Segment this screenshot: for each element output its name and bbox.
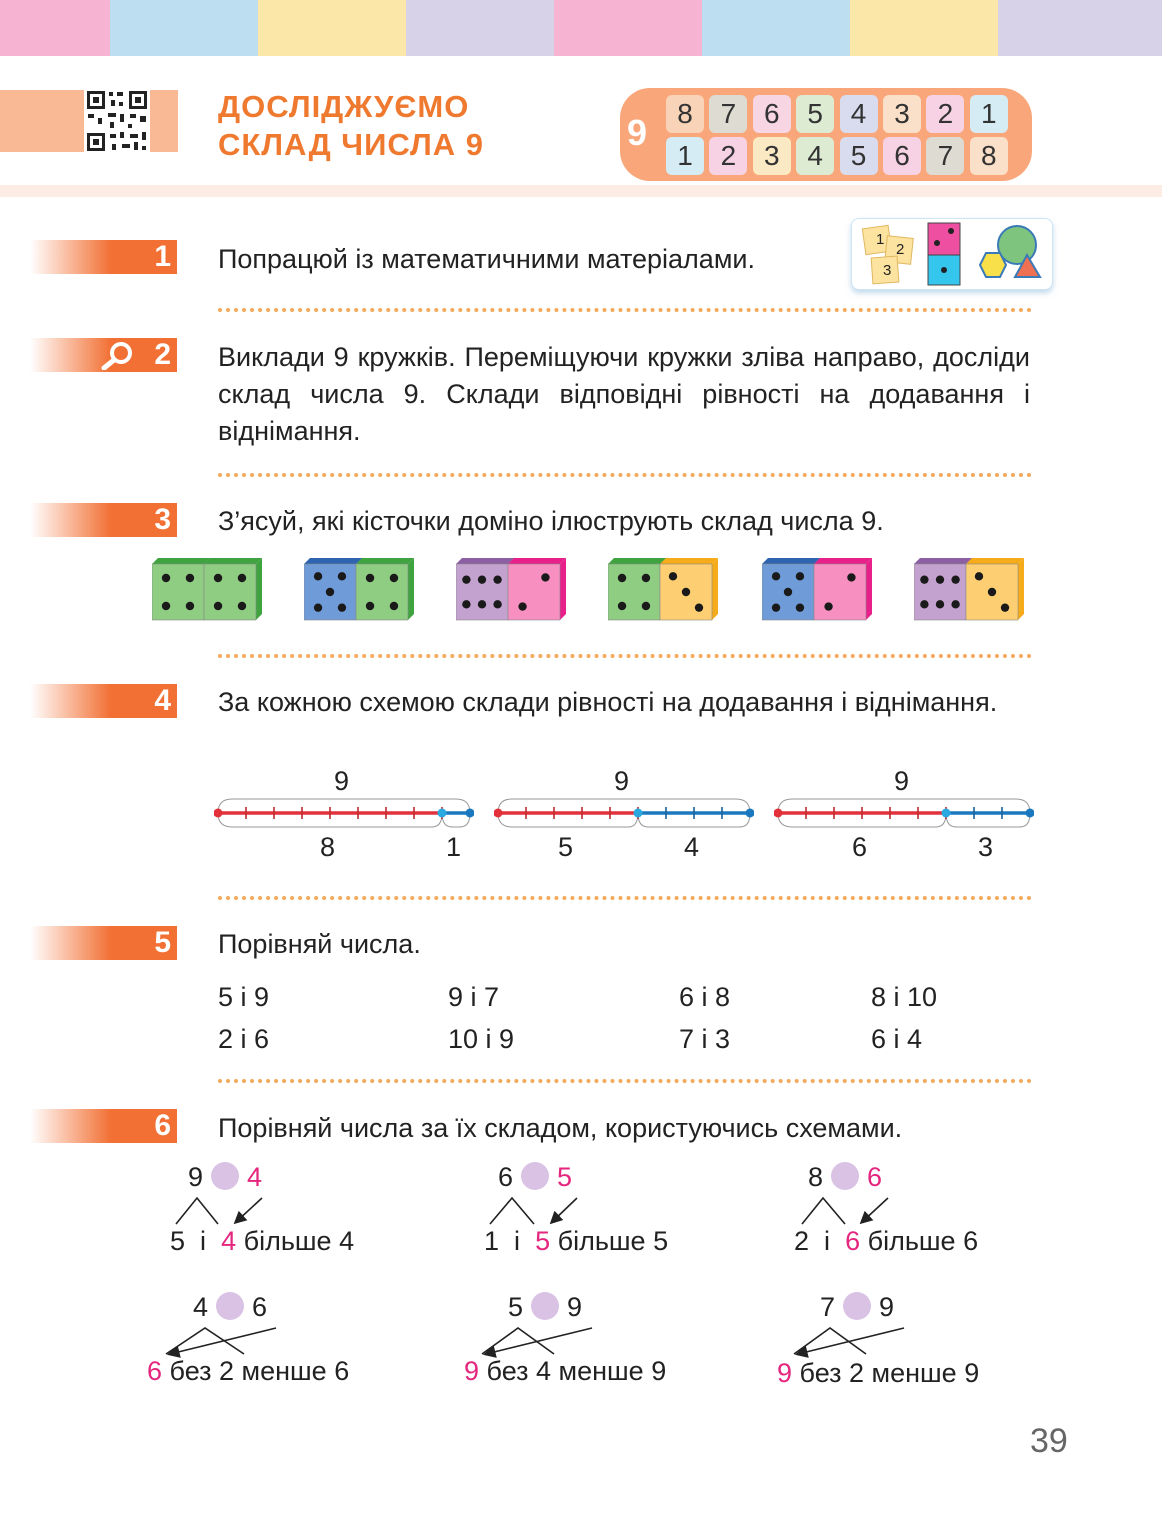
- top-stripe: [850, 0, 998, 56]
- top-stripe: [258, 0, 406, 56]
- scheme-x: 1: [484, 1226, 500, 1256]
- task-number: 4: [154, 684, 171, 717]
- scheme-result: більше 5: [557, 1226, 669, 1256]
- compare-scheme-bottom: [777, 1358, 979, 1389]
- task-number-tag: [30, 240, 177, 274]
- number-cards: [868, 226, 908, 286]
- number-line-total: 9: [334, 766, 350, 796]
- scheme-result: без 2 менше 9: [799, 1358, 980, 1388]
- scheme-and: і: [514, 1226, 521, 1256]
- task-number-tag: [30, 684, 177, 718]
- scheme-x: 6: [147, 1356, 163, 1386]
- task-6-text: Порівняй числа за їх складом, користуючись схемами.: [218, 1113, 903, 1143]
- scheme-and: і: [824, 1226, 831, 1256]
- domino-die[interactable]: [608, 558, 726, 622]
- compare-circle[interactable]: [216, 1292, 244, 1320]
- page-number: 39: [1030, 1422, 1068, 1460]
- compare-pair: 10 і 9: [448, 1024, 515, 1054]
- compare-scheme-top: [498, 1162, 572, 1193]
- compare-scheme-bottom: [464, 1356, 666, 1387]
- compare-circle[interactable]: [521, 1162, 549, 1190]
- number-line: [774, 795, 1034, 855]
- domino-die[interactable]: [914, 558, 1032, 622]
- scheme-b: 6: [252, 1292, 268, 1322]
- composition-cell: 1: [970, 95, 1008, 133]
- task-3-text: З’ясуй, які кісточки доміно ілюструють склад числа 9.: [218, 506, 884, 536]
- scheme-a: 9: [188, 1162, 204, 1192]
- task-4-text: За кожною схемою склади рівності на додавання і віднімання.: [218, 687, 998, 717]
- scheme-a: 5: [508, 1292, 524, 1322]
- compare-pair: 7 і 3: [679, 1024, 731, 1054]
- dotted-divider: [218, 308, 1032, 312]
- top-stripe: [998, 0, 1162, 56]
- composition-cell: 2: [709, 137, 747, 175]
- compare-circle[interactable]: [831, 1162, 859, 1190]
- compare-circle[interactable]: [211, 1162, 239, 1190]
- dotted-divider: [218, 1079, 1032, 1083]
- task-number: 1: [154, 240, 171, 273]
- scheme-a: 6: [498, 1162, 514, 1192]
- compare-scheme-bottom: [170, 1226, 354, 1257]
- top-stripe: [702, 0, 850, 56]
- number-line: [214, 795, 474, 855]
- domino-die[interactable]: [304, 558, 422, 622]
- compare-pair: 2 і 6: [218, 1024, 270, 1054]
- composition-cell: 3: [883, 95, 921, 133]
- scheme-x: 5: [170, 1226, 186, 1256]
- compare-scheme-bottom: [794, 1226, 978, 1257]
- task-number: 5: [154, 926, 171, 959]
- task-number: 2: [154, 338, 171, 371]
- compare-scheme-top: [820, 1292, 894, 1323]
- scheme-a: 4: [193, 1292, 209, 1322]
- task-number-tag: [30, 926, 177, 960]
- composition-cell: 8: [970, 137, 1008, 175]
- top-stripe: [406, 0, 554, 56]
- top-stripe: [110, 0, 258, 56]
- compare-scheme-top: [188, 1162, 262, 1193]
- dotted-divider: [218, 896, 1032, 900]
- dotted-divider: [218, 654, 1032, 658]
- number-line-part-b: 4: [684, 832, 700, 862]
- scheme-result: без 2 менше 6: [169, 1356, 350, 1386]
- number-line-total: 9: [894, 766, 910, 796]
- top-stripe: [554, 0, 702, 56]
- composition-cell: 1: [666, 137, 704, 175]
- title-line: СКЛАД ЧИСЛА 9: [218, 127, 484, 162]
- domino-die[interactable]: [152, 558, 270, 622]
- task-number: 3: [154, 503, 171, 536]
- header-band: [0, 185, 1162, 197]
- compare-scheme-top: [808, 1162, 882, 1193]
- compare-pair: 9 і 7: [448, 982, 500, 1012]
- composition-cell: 3: [753, 137, 791, 175]
- title-line: ДОСЛІДЖУЄМО: [218, 89, 470, 124]
- task-number-tag: [30, 338, 177, 372]
- scheme-and: і: [200, 1226, 207, 1256]
- scheme-x: 9: [464, 1356, 480, 1386]
- scheme-result: більше 6: [867, 1226, 979, 1256]
- composition-cell: 4: [796, 137, 834, 175]
- number-line-part-b: 3: [978, 832, 994, 862]
- number-line-part-b: 1: [446, 832, 462, 862]
- domino-die[interactable]: [762, 558, 880, 622]
- task-number-tag: [30, 503, 177, 537]
- number-line: [494, 795, 754, 855]
- scheme-y: 6: [845, 1226, 861, 1256]
- scheme-result: без 4 менше 9: [486, 1356, 667, 1386]
- compare-circle[interactable]: [843, 1292, 871, 1320]
- composition-cell: 7: [926, 137, 964, 175]
- scheme-result: більше 4: [243, 1226, 355, 1256]
- composition-number: 9: [627, 112, 648, 153]
- number-line-total: 9: [614, 766, 630, 796]
- compare-circle[interactable]: [531, 1292, 559, 1320]
- scheme-b: 9: [567, 1292, 583, 1322]
- number-line-part-a: 5: [558, 832, 574, 862]
- scheme-y: 4: [221, 1226, 237, 1256]
- scheme-x: 9: [777, 1358, 793, 1388]
- card-number: 3: [883, 262, 892, 279]
- card-number: 2: [896, 241, 905, 258]
- compare-scheme-top: [508, 1292, 582, 1323]
- composition-cell: 2: [926, 95, 964, 133]
- scheme-a: 7: [820, 1292, 836, 1322]
- task-1-text: Попрацюй із математичними матеріалами.: [218, 244, 755, 274]
- scheme-b: 5: [557, 1162, 573, 1192]
- task-number-tag: [30, 1109, 177, 1143]
- composition-cell: 5: [796, 95, 834, 133]
- compare-scheme-top: [193, 1292, 267, 1323]
- compare-pair: 6 і 4: [871, 1024, 923, 1054]
- task-2-text: Виклади 9 кружків. Переміщуючи кружки зліва направо, досліди склад числа 9. Склади відповідні рівності на додавання і віднімання.: [218, 342, 1030, 446]
- composition-cell: 8: [666, 95, 704, 133]
- compare-pair: 6 і 8: [679, 982, 731, 1012]
- page-title: [218, 88, 484, 164]
- composition-cell: 6: [883, 137, 921, 175]
- scheme-a: 8: [808, 1162, 824, 1192]
- task-5-text: Порівняй числа.: [218, 929, 421, 959]
- composition-cell: 5: [840, 137, 878, 175]
- number-line-part-a: 6: [852, 832, 868, 862]
- scheme-y: 5: [535, 1226, 551, 1256]
- scheme-b: 4: [247, 1162, 263, 1192]
- top-stripe: [0, 0, 110, 56]
- domino-die[interactable]: [456, 558, 574, 622]
- composition-cell: 4: [840, 95, 878, 133]
- composition-cell: 7: [709, 95, 747, 133]
- composition-cell: 6: [753, 95, 791, 133]
- scheme-x: 2: [794, 1226, 810, 1256]
- scheme-b: 9: [879, 1292, 895, 1322]
- magnifier-icon: [100, 340, 136, 370]
- qr-code-icon[interactable]: [84, 88, 150, 154]
- compare-scheme-bottom: [147, 1356, 349, 1387]
- task-number: 6: [154, 1109, 171, 1142]
- scheme-branches-row2: [0, 1320, 1162, 1360]
- compare-pair: 5 і 9: [218, 982, 270, 1012]
- scheme-branches-row1: [0, 1190, 1162, 1230]
- scheme-b: 6: [867, 1162, 883, 1192]
- dotted-divider: [218, 473, 1032, 477]
- compare-scheme-bottom: [484, 1226, 668, 1257]
- compare-pair: 8 і 10: [871, 982, 938, 1012]
- card-number: 1: [876, 231, 885, 248]
- number-line-part-a: 8: [320, 832, 336, 862]
